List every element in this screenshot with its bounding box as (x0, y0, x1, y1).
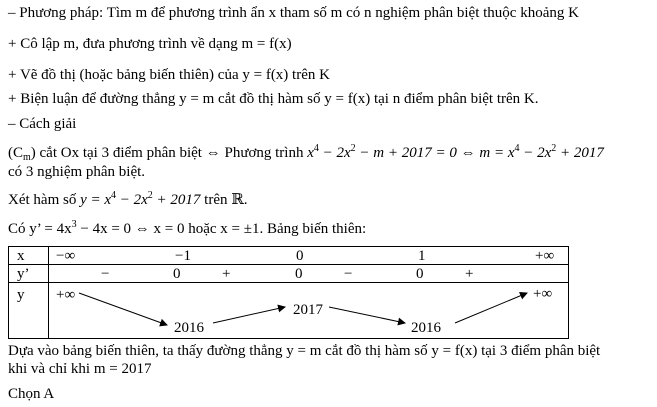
solution-line-1: $(C_m)$ cắt Ox tại 3 điểm phân biệt ⇔ Phương trình $x^4 - 2x^2 - m + 2017 = 0$ ⇔ $m = x^4 - 2x^2 + 2017$ (8, 143, 604, 163)
y-val: +∞ (533, 286, 553, 302)
conclusion-line-2: khi và chỉ khi m = 2017 (8, 361, 152, 377)
y-val: +∞ (56, 287, 76, 303)
derivative-line: Có y’ = $4x^3 - 4x = 0$ ⇔ x = 0 hoặc x = ±1. Bảng biến thiên: (8, 219, 367, 237)
x-val: −∞ (56, 248, 76, 264)
sign: − (101, 266, 110, 282)
header-y: y (9, 283, 49, 339)
conclusion-line-1: Dựa vào bảng biến thiên, ta thấy đường thẳng y = m cắt đồ thị hàm số y = f(x) tại 3 điểm phân biệt (8, 343, 601, 359)
x-val: −1 (175, 248, 191, 264)
header-derivative: y’ (9, 265, 49, 283)
sign: 0 (295, 266, 303, 282)
function-line: Xét hàm số $y = x^4 - 2x^2 + 2017$ trên ℝ. (8, 190, 248, 208)
arrow-decrease-1 (79, 293, 167, 325)
step-discuss: + Biện luận để đường thẳng y = m cắt đồ thị hàm số y = f(x) tại n điểm phân biệt trên K. (8, 91, 539, 107)
sign: − (344, 266, 353, 282)
x-val: 0 (296, 248, 304, 264)
variation-table (8, 246, 569, 339)
sign: + (465, 266, 474, 282)
sign: 0 (173, 266, 181, 282)
header-x: x (9, 247, 49, 265)
solution-heading: – Cách giải (8, 116, 77, 132)
x-val: +∞ (535, 248, 555, 264)
sign-row (49, 265, 569, 283)
x-val: 1 (418, 248, 426, 264)
solution-line-2: có 3 nghiệm phân biệt. (8, 164, 146, 180)
sign: + (222, 266, 231, 282)
x-values-row (49, 247, 569, 265)
arrow-increase-1 (213, 307, 285, 323)
arrow-decrease-2 (329, 307, 405, 323)
y-values-row (49, 283, 569, 339)
method-line: – Phương pháp: Tìm m để phương trình ẩn x tham số m có n nghiệm phân biệt thuộc khoảng K (8, 5, 579, 21)
step-isolate-m: + Cô lập m, đưa phương trình về dạng m = f(x) (8, 36, 292, 52)
sign: 0 (416, 266, 424, 282)
answer: Chọn A (8, 386, 55, 402)
y-val: 2016 (411, 320, 441, 336)
y-val: 2016 (174, 320, 204, 336)
y-val: 2017 (293, 302, 323, 318)
arrow-increase-2 (455, 293, 527, 323)
step-draw-graph: + Vẽ đồ thị (hoặc bảng biến thiên) của y = f(x) trên K (8, 67, 330, 83)
